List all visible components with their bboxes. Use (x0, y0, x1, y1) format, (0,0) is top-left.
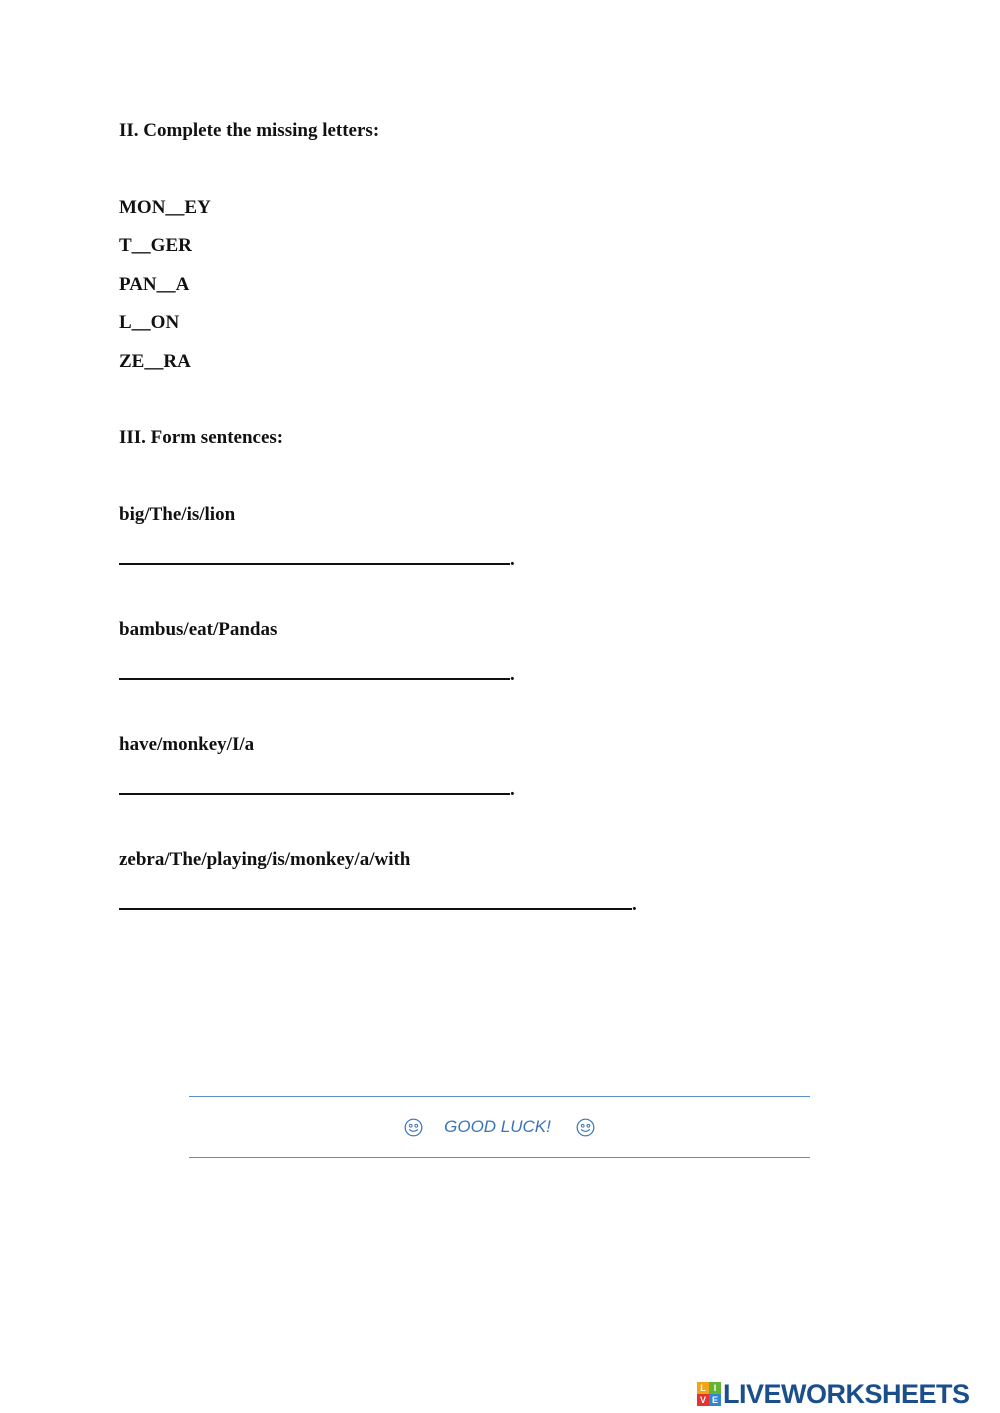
answer-line (119, 678, 510, 680)
sentence-end-period: . (510, 549, 515, 570)
logo-mark-letter: E (709, 1394, 721, 1406)
sentence-end-period: . (510, 779, 515, 800)
logo-mark-letter: I (709, 1382, 721, 1394)
logo-mark-letter: L (697, 1382, 709, 1394)
answer-line (119, 908, 632, 910)
liveworksheets-logo[interactable] (697, 1378, 970, 1410)
answer-line (119, 793, 510, 795)
banner-bottom-rule (189, 1157, 810, 1158)
good-luck-banner (189, 1110, 810, 1144)
answer-blank[interactable] (119, 779, 519, 801)
missing-letters-word: T__GER (119, 235, 192, 256)
logo-mark-letter: V (697, 1394, 709, 1406)
sentence-prompt: zebra/The/playing/is/monkey/a/with (119, 849, 411, 870)
answer-blank[interactable] (119, 664, 519, 686)
missing-letters-word: L__ON (119, 312, 180, 333)
liveworksheets-wordmark: LIVEWORKSHEETS (723, 1378, 970, 1409)
good-luck-text: GOOD LUCK! (444, 1117, 551, 1136)
smiley-icon (403, 1117, 424, 1138)
answer-line (119, 563, 510, 565)
answer-blank[interactable] (119, 894, 639, 916)
liveworksheets-mark-icon (697, 1382, 721, 1406)
sentence-end-period: . (510, 664, 515, 685)
missing-letters-word: ZE__RA (119, 351, 191, 372)
sentence-prompt: bambus/eat/Pandas (119, 619, 278, 640)
missing-letters-word: PAN__A (119, 274, 190, 295)
section-2-heading: II. Complete the missing letters: (119, 120, 380, 141)
smiley-icon (575, 1117, 596, 1138)
sentence-end-period: . (632, 894, 637, 915)
sentence-prompt: big/The/is/lion (119, 504, 236, 525)
sentence-prompt: have/monkey/I/a (119, 734, 255, 755)
banner-top-rule (189, 1096, 810, 1097)
missing-letters-word: MON__EY (119, 197, 211, 218)
section-3-heading: III. Form sentences: (119, 427, 284, 448)
answer-blank[interactable] (119, 549, 519, 571)
